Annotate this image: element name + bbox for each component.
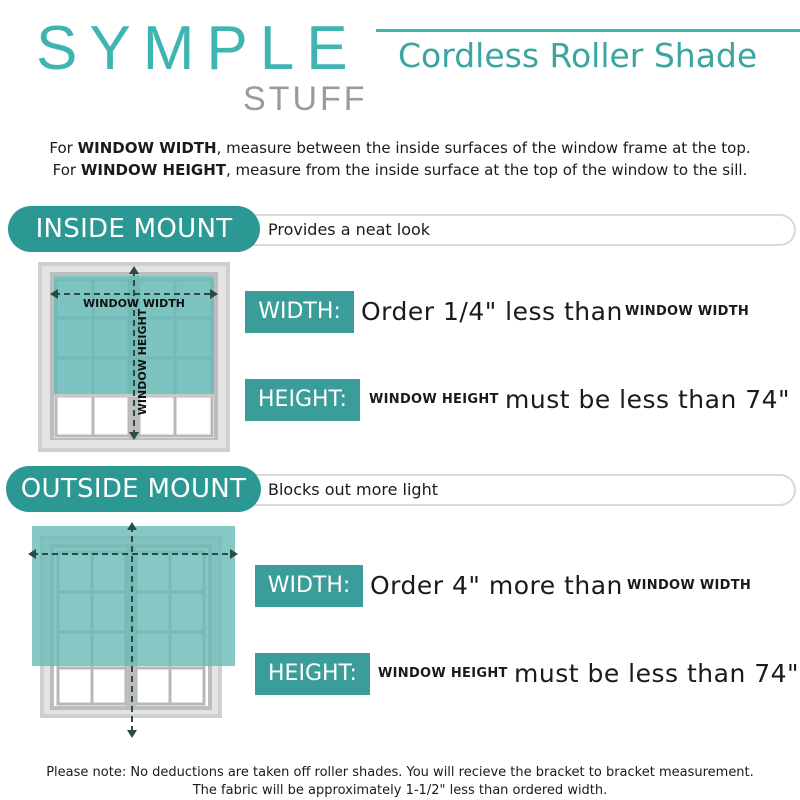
diagram-width-label: WINDOW WIDTH [83, 297, 185, 310]
outside-height-ref: WINDOW HEIGHT [378, 666, 508, 681]
outside-mount-label: OUTSIDE MOUNT [6, 466, 261, 512]
outside-width-ref: WINDOW WIDTH [627, 578, 752, 593]
footer-note-line2: The fabric will be approximately 1-1/2" less than ordered width. [192, 783, 608, 798]
diagram-height-label: WINDOW HEIGHT [136, 308, 149, 416]
outside-mount-desc: Blocks out more light [250, 474, 796, 506]
inside-width-label: WIDTH: [245, 291, 354, 333]
inside-height-ref: WINDOW HEIGHT [369, 392, 499, 407]
outside-mount-diagram [28, 522, 240, 740]
intro-width: For WINDOW WIDTH, measure between the inside surfaces of the window frame at the top. [49, 139, 751, 157]
outside-width-label: WIDTH: [255, 565, 363, 607]
intro-height: For WINDOW HEIGHT, measure from the inside surface at the top of the window to the sill. [52, 161, 748, 179]
outside-width-text: Order 4" more than [370, 571, 623, 600]
inside-width-text: Order 1/4" less than [361, 297, 623, 326]
brand-logo-sub: STUFF [243, 80, 368, 118]
brand-logo: SYMPLE [36, 14, 360, 83]
footer-note-line1: Please note: No deductions are taken off roller shades. You will recieve the bracket to bracket measurement. [46, 765, 754, 780]
inside-height-text: must be less than 74" [505, 385, 791, 414]
page-title: Cordless Roller Shade [398, 36, 758, 75]
outside-height-label: HEIGHT: [255, 653, 370, 695]
title-divider [376, 29, 800, 32]
inside-mount-diagram [38, 262, 230, 452]
inside-mount-label: INSIDE MOUNT [8, 206, 260, 252]
inside-height-label: HEIGHT: [245, 379, 360, 421]
inside-width-ref: WINDOW WIDTH [625, 304, 750, 319]
inside-mount-desc: Provides a neat look [250, 214, 796, 246]
outside-height-text: must be less than 74" [514, 659, 800, 688]
